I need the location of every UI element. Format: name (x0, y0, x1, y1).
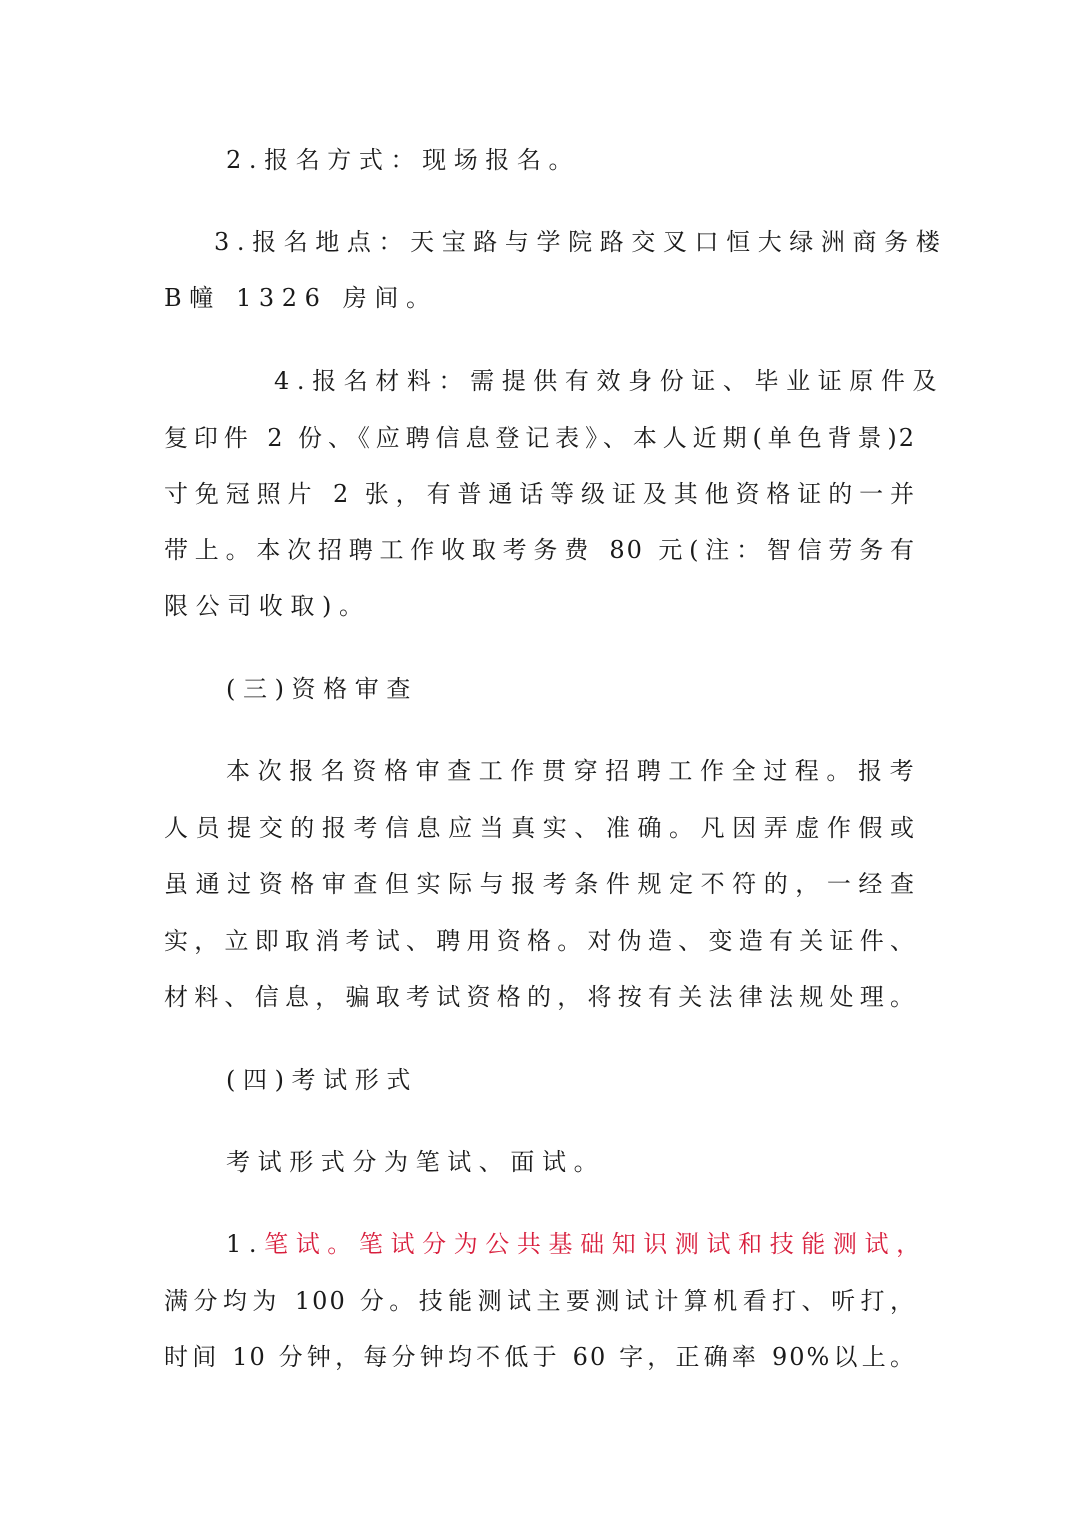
registration-materials-line-4: 带上。本次招聘工作收取考务费 80 元(注：智信劳务有 (164, 536, 916, 564)
written-test-line-3: 时间 10 分钟，每分钟均不低于 60 字，正确率 90%以上。 (164, 1343, 916, 1371)
registration-materials-line-5: 限公司收取)。 (164, 592, 371, 620)
qualification-review-line-5: 材料、信息，骗取考试资格的，将按有关法律法规处理。 (164, 983, 916, 1011)
written-test-line-2: 满分均为 100 分。技能测试主要测试计算机看打、听打， (164, 1287, 916, 1315)
written-test-number: 1. (226, 1230, 265, 1258)
registration-materials-line-2: 复印件 2 份、《应聘信息登记表》、本人近期(单色背景)2 (164, 424, 916, 452)
exam-format-heading: (四)考试形式 (226, 1066, 418, 1094)
written-test-title-line (226, 1229, 978, 1259)
registration-location-line-1: 3.报名地点：天宝路与学院路交叉口恒大绿洲商务楼 (214, 228, 948, 256)
qualification-review-line-2: 人员提交的报考信息应当真实、准确。凡因弄虚作假或 (164, 814, 916, 842)
exam-format-intro: 考试形式分为笔试、面试。 (226, 1148, 606, 1176)
qualification-review-line-1: 本次报名资格审查工作贯穿招聘工作全过程。报考 (226, 757, 922, 785)
qualification-review-line-4: 实，立即取消考试、聘用资格。对伪造、变造有关证件、 (164, 927, 916, 955)
registration-method: 2.报名方式：现场报名。 (226, 146, 581, 174)
qualification-review-line-3: 虽通过资格审查但实际与报考条件规定不符的，一经查 (164, 870, 916, 898)
registration-location-line-2: B幢 1326 房间。 (164, 284, 438, 312)
registration-materials-line-3: 寸免冠照片 2 张，有普通话等级证及其他资格证的一并 (164, 480, 916, 508)
written-test-highlight: 笔试。笔试分为公共基础知识测试和技能测试， (264, 1230, 928, 1258)
qualification-review-heading: (三)资格审查 (226, 675, 418, 703)
registration-materials-line-1: 4.报名材料：需提供有效身份证、毕业证原件及 (274, 367, 945, 395)
